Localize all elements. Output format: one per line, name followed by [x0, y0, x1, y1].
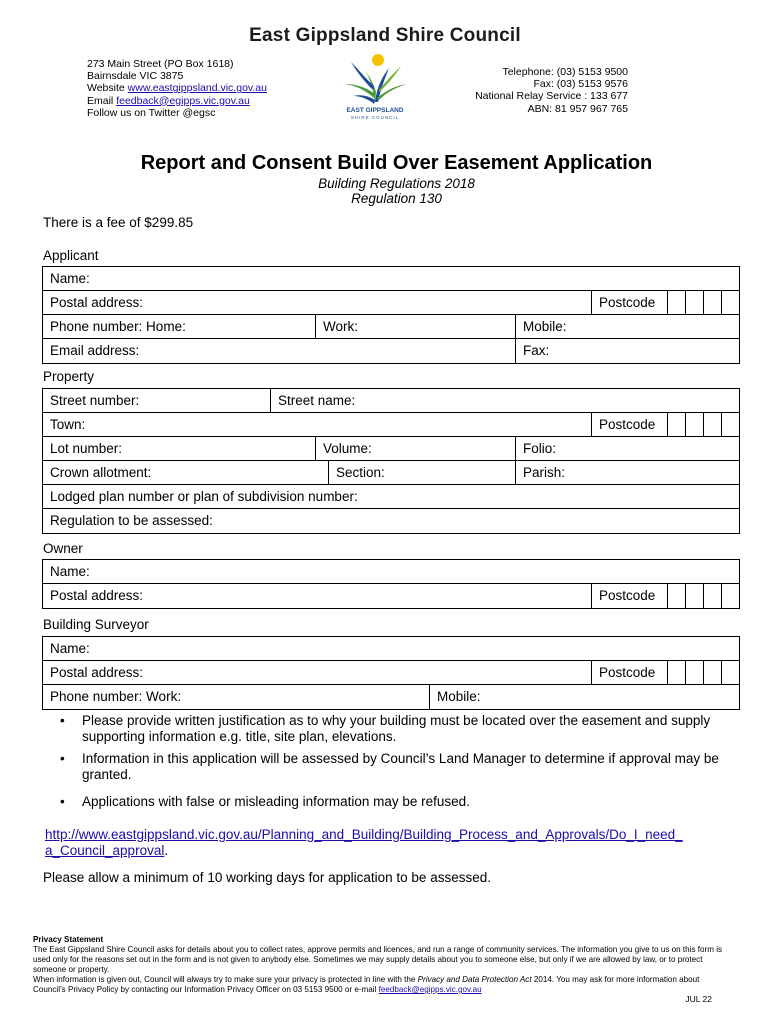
applicant-postcode-digit-4[interactable]	[721, 291, 739, 314]
folio-field[interactable]: Folio:	[515, 437, 739, 460]
applicant-name-row	[43, 267, 739, 291]
surveyor-phone-row	[43, 685, 739, 709]
surveyor-heading: Building Surveyor	[43, 617, 149, 632]
privacy-statement	[33, 935, 729, 995]
property-postcode-digit-3[interactable]	[703, 413, 721, 436]
instruction-item	[42, 751, 722, 783]
applicant-email-field[interactable]: Email address:	[50, 343, 140, 358]
abn: ABN: 81 957 967 765	[527, 102, 628, 115]
privacy-paragraph-1: The East Gippsland Shire Council asks for details about you to collect rates, approve permits and licences, and run a range of community services. The information you give to us on this form is used only for the reasons set out in the form and is not given to anybody else. Sometimes we may supply details about you to someone else, but only if we are allowed by law, or to protect someone or property.	[33, 945, 723, 974]
approval-link-line-2[interactable]: a_Council_approval	[45, 843, 165, 858]
privacy-text-b: 2014. You may ask for more information about Council’s Privacy Policy by contacting our Information Privacy Officer on 03 5153 9500 or e-mail	[33, 975, 700, 994]
crown-allotment-field[interactable]: Crown allotment:	[50, 465, 152, 480]
owner-heading: Owner	[43, 541, 83, 556]
applicant-fax-field[interactable]: Fax:	[515, 339, 739, 363]
website-prefix: Website	[87, 82, 128, 95]
property-postcode-digit-4[interactable]	[721, 413, 739, 436]
surveyor-postcode-digit-2[interactable]	[685, 661, 703, 684]
twitter-line: Follow us on Twitter @egsc	[87, 106, 216, 119]
applicant-email-row	[43, 339, 739, 363]
owner-name-row	[43, 560, 739, 584]
bullet-icon: •	[60, 794, 65, 809]
applicant-postcode-digit-2[interactable]	[685, 291, 703, 314]
street-number-field[interactable]: Street number:	[50, 393, 140, 408]
applicant-postal-field[interactable]: Postal address:	[50, 295, 144, 310]
owner-postal-row	[43, 584, 739, 608]
approval-link-line-1[interactable]: http://www.eastgippsland.vic.gov.au/Planning_and_Building/Building_Process_and_Approvals/Do_I_need_	[45, 827, 683, 842]
council-approval-url	[45, 827, 735, 859]
owner-postal-field[interactable]: Postal address:	[50, 588, 144, 603]
form-version-code: JUL 22	[685, 994, 712, 1004]
surveyor-name-field[interactable]: Name:	[50, 641, 90, 656]
logo-text-1: EAST GIPPSLAND	[346, 107, 404, 114]
email-link[interactable]: feedback@egipps.vic.gov.au	[116, 94, 250, 107]
applicant-name-field[interactable]: Name:	[50, 271, 90, 286]
property-lot-row	[43, 437, 739, 461]
council-logo	[335, 50, 415, 122]
owner-postcode-digit-4[interactable]	[721, 584, 739, 608]
applicant-form	[42, 266, 740, 364]
property-heading: Property	[43, 369, 95, 384]
address-line-2: Bairnsdale VIC 3875	[87, 70, 184, 83]
surveyor-postcode-digit-1[interactable]	[667, 661, 685, 684]
surveyor-postcode-label: Postcode	[591, 661, 667, 684]
applicant-postcode-digit-3[interactable]	[703, 291, 721, 314]
council-contact-block	[475, 66, 628, 115]
relay-service: National Relay Service : 133 677	[475, 90, 628, 103]
volume-field[interactable]: Volume:	[315, 437, 515, 460]
property-town-row	[43, 413, 739, 437]
council-name: East Gippsland Shire Council	[249, 25, 521, 46]
section-field[interactable]: Section:	[328, 461, 515, 484]
applicant-postcode-digit-1[interactable]	[667, 291, 685, 314]
privacy-paragraph-2	[33, 975, 729, 995]
property-form	[42, 388, 740, 534]
surveyor-name-row	[43, 637, 739, 661]
surveyor-mobile-field[interactable]: Mobile:	[429, 685, 739, 709]
telephone: Telephone: (03) 5153 9500	[502, 66, 628, 78]
instruction-item	[42, 794, 722, 810]
form-subtitle-2: Regulation 130	[351, 191, 442, 206]
applicant-postcode-label: Postcode	[591, 291, 667, 314]
owner-postcode-digit-1[interactable]	[667, 584, 685, 608]
bullet-icon: •	[60, 751, 65, 766]
instruction-text: Applications with false or misleading information may be refused.	[82, 794, 470, 809]
property-postcode-label: Postcode	[591, 413, 667, 436]
property-crown-row	[43, 461, 739, 485]
email-prefix: Email	[87, 94, 117, 107]
property-regulation-row	[43, 509, 739, 533]
email-line	[87, 95, 267, 107]
applicant-postal-row	[43, 291, 739, 315]
street-name-field[interactable]: Street name:	[270, 389, 739, 412]
form-subtitle-1: Building Regulations 2018	[318, 176, 475, 191]
applicant-work-field[interactable]: Work:	[315, 315, 515, 338]
privacy-act-name: Privacy and Data Protection Act	[417, 975, 532, 984]
privacy-text-a: When information is given out, Council will always try to make sure your privacy is protected in line with the	[33, 975, 418, 984]
applicant-phone-row	[43, 315, 739, 339]
url-period: .	[164, 843, 169, 858]
surveyor-postcode-digit-4[interactable]	[721, 661, 739, 684]
form-title: Report and Consent Build Over Easement Application	[140, 152, 653, 174]
logo-text-2: SHIRE COUNCIL	[350, 115, 400, 120]
privacy-email-link[interactable]: feedback@egipps.vic.gov.au	[378, 985, 482, 994]
website-line	[87, 82, 267, 94]
instruction-item	[42, 713, 722, 745]
instructions-list	[42, 713, 722, 810]
address-line-1: 273 Main Street (PO Box 1618)	[87, 58, 234, 70]
instruction-text: Information in this application will be assessed by Council’s Land Manager to determine if approval may be granted.	[82, 751, 719, 782]
surveyor-postal-field[interactable]: Postal address:	[50, 665, 144, 680]
owner-postcode-digit-3[interactable]	[703, 584, 721, 608]
fax: Fax: (03) 5153 9576	[533, 78, 628, 91]
surveyor-form	[42, 636, 740, 710]
owner-name-field[interactable]: Name:	[50, 564, 90, 579]
property-postcode-digit-1[interactable]	[667, 413, 685, 436]
property-lodged-plan-row	[43, 485, 739, 509]
owner-postcode-digit-2[interactable]	[685, 584, 703, 608]
owner-form	[42, 559, 740, 609]
property-postcode-digit-2[interactable]	[685, 413, 703, 436]
fee-notice: There is a fee of $299.85	[43, 215, 194, 230]
applicant-phone-home-field[interactable]: Phone number: Home:	[50, 319, 186, 334]
surveyor-postal-row	[43, 661, 739, 685]
council-address-block	[87, 58, 267, 119]
town-field[interactable]: Town:	[50, 417, 86, 432]
bullet-icon: •	[60, 713, 65, 728]
lot-number-field[interactable]: Lot number:	[50, 441, 123, 456]
surveyor-phone-work-field[interactable]: Phone number: Work:	[50, 689, 182, 704]
parish-field[interactable]: Parish:	[515, 461, 739, 484]
regulation-field[interactable]: Regulation to be assessed:	[50, 513, 213, 528]
processing-time-notice: Please allow a minimum of 10 working days for application to be assessed.	[43, 870, 491, 885]
property-street-row	[43, 389, 739, 413]
lodged-plan-field[interactable]: Lodged plan number or plan of subdivision number:	[50, 489, 358, 504]
owner-postcode-label: Postcode	[591, 584, 667, 608]
instruction-text: Please provide written justification as to why your building must be located over the easement and supply supporting information e.g. title, site plan, elevations.	[82, 713, 711, 744]
website-link[interactable]: www.eastgippsland.vic.gov.au	[127, 82, 267, 95]
applicant-mobile-field[interactable]: Mobile:	[515, 315, 739, 338]
applicant-heading: Applicant	[43, 248, 99, 263]
privacy-heading: Privacy Statement	[33, 935, 104, 944]
surveyor-postcode-digit-3[interactable]	[703, 661, 721, 684]
